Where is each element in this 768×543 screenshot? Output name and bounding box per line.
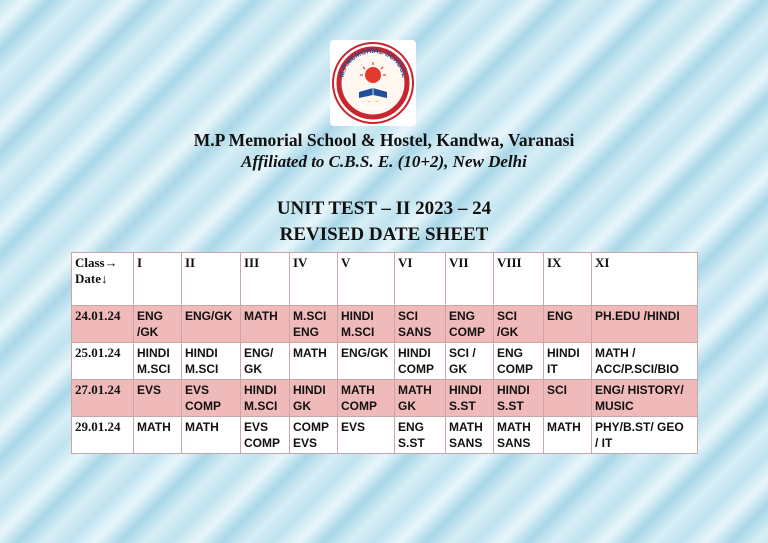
table-header-row <box>72 253 698 306</box>
subject-text: GK <box>293 399 311 413</box>
subject-cell <box>134 380 182 417</box>
subject-cell <box>182 417 241 454</box>
subject-cell <box>290 343 338 380</box>
subject-text: EVS <box>244 420 269 434</box>
subject-cell <box>446 417 494 454</box>
subject-text: HINDI <box>449 383 482 397</box>
subject-cell <box>494 417 544 454</box>
subject-text: ENG <box>137 309 164 323</box>
subject-cell <box>290 417 338 454</box>
subject-text: M.SCI <box>341 325 375 339</box>
subject-cell <box>134 343 182 380</box>
school-logo <box>330 40 416 126</box>
class-header-ix: IX <box>544 253 592 306</box>
subject-text: MUSIC <box>595 399 634 413</box>
subject-text: EVS <box>137 383 162 397</box>
subject-text: MATH / <box>595 346 636 360</box>
subject-cell <box>241 417 290 454</box>
subject-text: HINDI <box>293 383 326 397</box>
class-header-iii: III <box>241 253 290 306</box>
subject-text: COMP <box>185 399 221 413</box>
subject-text: M.SCI <box>293 309 327 323</box>
subject-text: HINDI <box>137 346 170 360</box>
date-cell: 27.01.24 <box>72 380 134 417</box>
subject-text: ENG <box>497 346 524 360</box>
subject-text: MATH <box>244 309 278 323</box>
subject-text: COMP <box>293 420 329 434</box>
subject-cell <box>290 380 338 417</box>
subject-text: MATH <box>185 420 219 434</box>
class-header-xi: XI <box>592 253 698 306</box>
subject-cell <box>338 306 395 343</box>
subject-text: SCI <box>398 309 419 323</box>
subject-cell <box>395 417 446 454</box>
subject-text: MATH <box>293 346 327 360</box>
subject-cell <box>338 380 395 417</box>
table-row <box>72 306 698 343</box>
subject-text: PH.EDU /HINDI <box>595 309 680 323</box>
subject-cell <box>446 343 494 380</box>
subject-text: M.SCI <box>244 399 278 413</box>
subject-text: / IT <box>595 436 613 450</box>
subject-cell <box>338 417 395 454</box>
subject-cell <box>544 306 592 343</box>
subject-text: PHY/B.ST/ GEO <box>595 420 684 434</box>
class-header-vi: VI <box>395 253 446 306</box>
subject-cell <box>134 417 182 454</box>
subject-text: ENG <box>547 309 574 323</box>
subject-cell <box>182 343 241 380</box>
subject-text: GK <box>244 362 262 376</box>
affiliation-text: Affiliated to C.B.S. E. (10+2), New Delhi <box>241 152 527 171</box>
school-emblem-icon <box>330 40 416 126</box>
subject-text: HINDI <box>341 309 374 323</box>
logo-bottom-text: VARANASI <box>357 102 389 113</box>
date-cell: 25.01.24 <box>72 343 134 380</box>
subject-text: HINDI <box>244 383 277 397</box>
class-header-viii: VIII <box>494 253 544 306</box>
corner-date-label: Date↓ <box>75 271 108 286</box>
subject-text: ENG <box>398 420 425 434</box>
subject-text: /GK <box>497 325 519 339</box>
subject-cell <box>241 306 290 343</box>
subject-text: SCI <box>497 309 518 323</box>
subject-text: /GK <box>137 325 159 339</box>
subject-text: GK <box>398 399 416 413</box>
subject-text: S.ST <box>398 436 425 450</box>
subject-text: MATH <box>398 383 432 397</box>
subject-cell <box>395 343 446 380</box>
subject-text: MATH <box>449 420 483 434</box>
subject-text: EVS <box>293 436 318 450</box>
subject-text: SCI / <box>449 346 476 360</box>
subject-text: COMP <box>449 325 485 339</box>
subject-text: ENG <box>293 325 320 339</box>
subject-text: ENG/GK <box>185 309 233 323</box>
subject-text: S.ST <box>497 399 524 413</box>
subject-text: ACC/P.SCI/BIO <box>595 362 679 376</box>
subject-text: IT <box>547 362 558 376</box>
subject-cell <box>446 306 494 343</box>
table-row <box>72 417 698 454</box>
subject-cell <box>241 380 290 417</box>
subject-text: MATH <box>341 383 375 397</box>
subject-cell <box>494 343 544 380</box>
subject-cell <box>395 380 446 417</box>
subject-text: ENG/ HISTORY/ <box>595 383 684 397</box>
class-header-vii: VII <box>446 253 494 306</box>
subject-text: COMP <box>497 362 533 376</box>
class-header-v: V <box>338 253 395 306</box>
subject-text: HINDI <box>497 383 530 397</box>
subject-cell <box>290 306 338 343</box>
subject-text: COMP <box>341 399 377 413</box>
subject-cell <box>134 306 182 343</box>
subject-text: HINDI <box>398 346 431 360</box>
subject-text: HINDI <box>185 346 218 360</box>
logo-top-text: M.P.MEMORIAL SCHOOL <box>338 47 408 79</box>
subject-text: SANS <box>497 436 531 450</box>
subject-text: MATH <box>137 420 171 434</box>
subject-cell <box>241 343 290 380</box>
corner-class-label: Class→ <box>75 255 118 270</box>
subject-text: GK <box>449 362 467 376</box>
subject-cell <box>494 380 544 417</box>
subject-cell <box>544 417 592 454</box>
table-row <box>72 343 698 380</box>
subject-cell <box>592 306 698 343</box>
subject-cell <box>446 380 494 417</box>
subject-cell <box>592 417 698 454</box>
subject-text: SCI <box>547 383 568 397</box>
subject-cell <box>182 380 241 417</box>
date-sheet-table <box>71 252 698 454</box>
corner-cell <box>72 253 134 306</box>
subject-text: HINDI <box>547 346 580 360</box>
subject-text: EVS <box>341 420 366 434</box>
subject-cell <box>395 306 446 343</box>
subject-cell <box>494 306 544 343</box>
table-row <box>72 380 698 417</box>
subject-cell <box>592 380 698 417</box>
class-header-i: I <box>134 253 182 306</box>
subject-text: ENG/ <box>244 346 274 360</box>
subject-cell <box>544 380 592 417</box>
date-cell: 24.01.24 <box>72 306 134 343</box>
subject-text: ENG <box>449 309 476 323</box>
subject-cell <box>338 343 395 380</box>
subject-cell <box>592 343 698 380</box>
subject-text: EVS <box>185 383 210 397</box>
class-header-iv: IV <box>290 253 338 306</box>
subject-cell <box>182 306 241 343</box>
exam-title: UNIT TEST – II 2023 – 24 <box>276 198 492 219</box>
school-name: M.P Memorial School & Hostel, Kandwa, Varanasi <box>193 130 575 150</box>
subject-text: ENG/GK <box>341 346 389 360</box>
subject-text: S.ST <box>449 399 476 413</box>
subject-text: MATH <box>547 420 581 434</box>
subject-text: COMP <box>398 362 434 376</box>
subject-cell <box>544 343 592 380</box>
class-header-ii: II <box>182 253 241 306</box>
subject-text: M.SCI <box>185 362 219 376</box>
subject-text: COMP <box>244 436 280 450</box>
sheet-title: REVISED DATE SHEET <box>279 224 489 245</box>
subject-text: SANS <box>398 325 432 339</box>
subject-text: MATH <box>497 420 531 434</box>
subject-text: M.SCI <box>137 362 171 376</box>
date-cell: 29.01.24 <box>72 417 134 454</box>
subject-text: SANS <box>449 436 483 450</box>
